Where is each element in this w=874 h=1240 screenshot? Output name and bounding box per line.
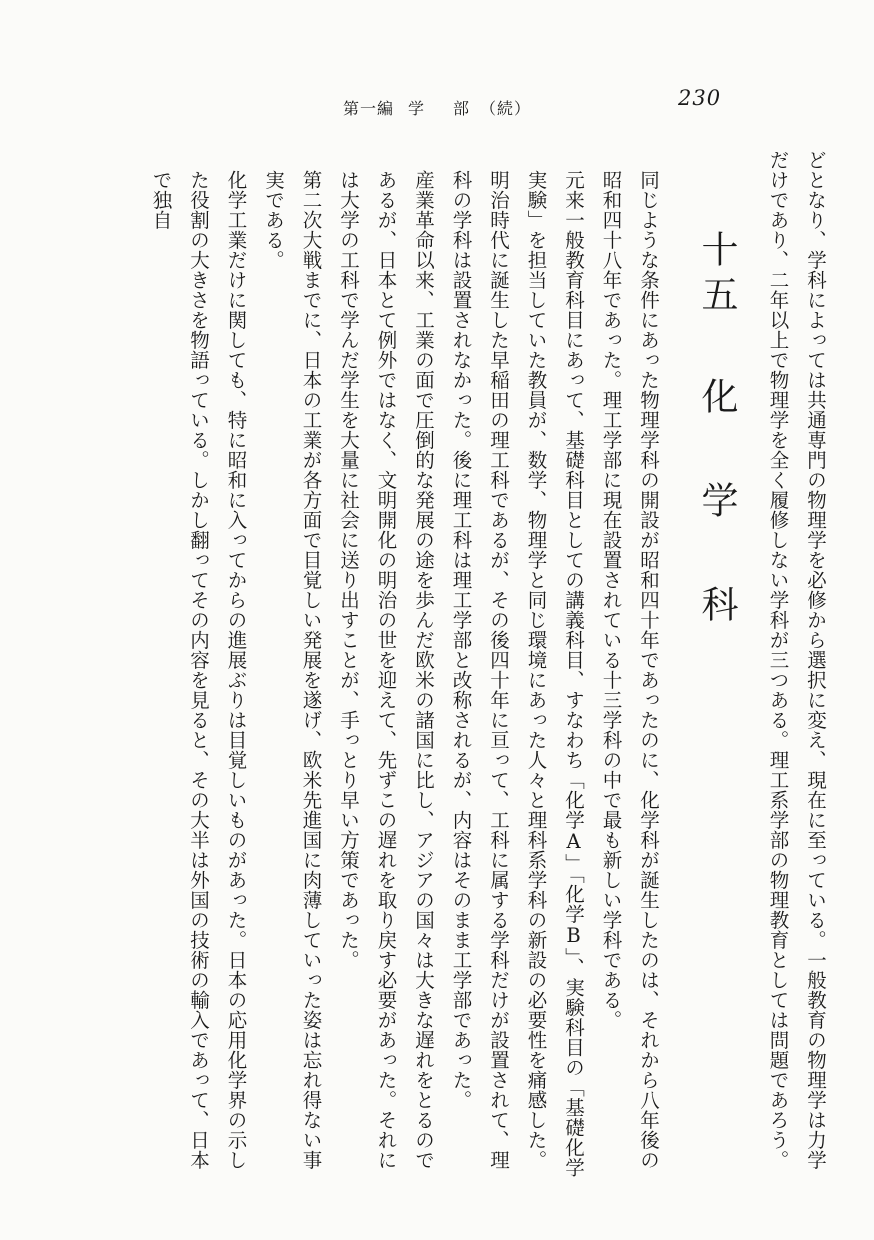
paragraph: 産業革命以来、工業の面で圧倒的な発展の途を歩んだ欧米の諸国に比し、アジアの国々は大きな遅れをとるのであるが、日本とて例外ではなく、文明開化の明治の世を迎えて、先ずこの遅れを取り戻す必要があった。それには大学の工科で学んだ学生を大量に社会に送り出すことが、手っとり早い方策であった。 bbox=[337, 169, 435, 1170]
paragraph: 同じような条件にあった物理学科の開設が昭和四十年であったのに、化学科が誕生したのは、それから八年後の昭和四十八年であった。理工学部に現在設置されている十三学科の中で最も新しい学科である。 bbox=[599, 169, 660, 1170]
section-number: 十五 bbox=[695, 230, 738, 320]
paragraph-continued: どとなり、学科によっては共通専門の物理学を必修から選択に変え、現在に至っている。一般教育の物理学は力学だけであり、二年以上で物理学を全く履修しない学科が三つある。理工系学部の物理教育としては問題であろう。 bbox=[766, 150, 827, 1170]
paragraph: 化学工業だけに関しても、特に昭和に入ってからの進展ぶりは目覚しいものがあった。日本の応用化学界の示した役割の大きさを物語っている。しかし翻ってその内容を見ると、その大半は外国の技術の輸入であって、日本で独自 bbox=[149, 169, 248, 1170]
page-number: 230 bbox=[678, 86, 722, 110]
running-head-edition: 第一編 bbox=[342, 99, 394, 118]
running-head bbox=[0, 96, 874, 119]
section-title bbox=[691, 150, 741, 1180]
section-name: 化 学 科 bbox=[695, 377, 738, 634]
running-head-note: （続） bbox=[480, 99, 532, 118]
paragraph: 明治時代に誕生した早稲田の理工科であるが、その後四十年に亘って、工科に属する学科だけが設置されて、理科の学科は設置されなかった。後に理工科は理工学部と改称されるが、内容はそのまま工学部であった。 bbox=[449, 169, 510, 1170]
running-head-word1: 学 bbox=[407, 99, 425, 118]
paragraph: 第二次大戦までに、日本の工業が各方面で目覚しい発展を遂げ、欧米先進国に肉薄していった姿は忘れ得ない事実である。 bbox=[262, 169, 323, 1170]
body-text bbox=[142, 150, 834, 1180]
paragraph: 元来一般教育科目にあって、基礎科目としての講義科目、すなわち「化学A」「化学B」、実験科目の「基礎化学実験」を担当していた教員が、数学、物理学と同じ環境にあった人々と理科系学科の新設の必要性を痛感した。 bbox=[524, 169, 585, 1177]
running-head-word2: 部 bbox=[453, 99, 471, 118]
